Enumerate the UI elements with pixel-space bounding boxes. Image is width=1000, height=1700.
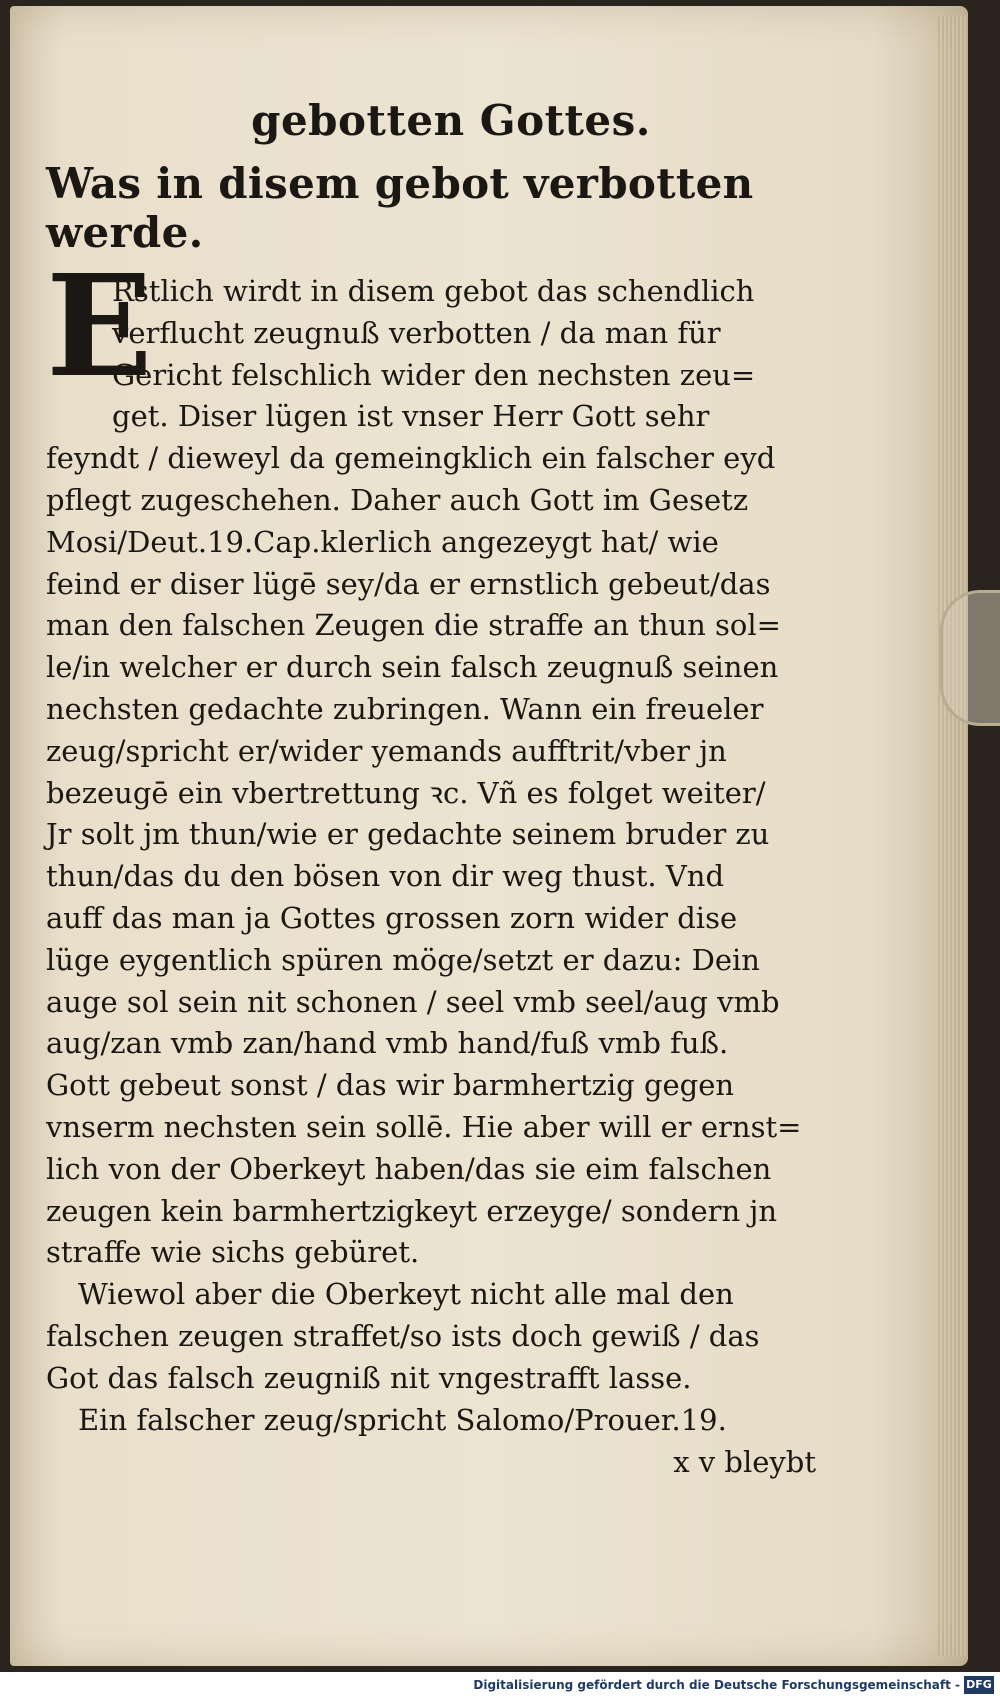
text-line: zeug/spricht er/wider yemands aufftrit/vber jn	[46, 733, 727, 768]
text-line: straffe wie sichs gebüret.	[46, 1235, 420, 1270]
body-text	[46, 245, 816, 1483]
page-edges	[938, 16, 968, 1656]
drop-cap: E	[46, 245, 153, 409]
digitization-footer	[0, 1672, 1000, 1700]
text-line: Got das falsch zeugniß nit vngestrafft lasse.	[46, 1360, 692, 1395]
text-line: aug/zan vmb zan/hand vmb hand/fuß vmb fuß.	[46, 1026, 729, 1061]
text-line: get. Diser lügen ist vnser Herr Gott sehr	[112, 399, 710, 434]
clasp-loop	[940, 590, 1000, 726]
section-heading: Was in disem gebot verbotten werde.	[46, 159, 754, 257]
text-line: Ein falscher zeug/spricht Salomo/Prouer.19.	[78, 1402, 727, 1437]
text-line: lich von der Oberkeyt haben/das sie eim falschen	[46, 1151, 772, 1186]
catchword: x v bleybt	[673, 1445, 816, 1480]
funding-credit: Digitalisierung gefördert durch die Deutsche Forschungsgemeinschaft -	[473, 1678, 960, 1692]
text-line: man den falschen Zeugen die straffe an thun sol=	[46, 608, 781, 643]
text-line: Wiewol aber die Oberkeyt nicht alle mal den	[78, 1277, 734, 1312]
text-line: Mosi/Deut.19.Cap.klerlich angezeygt hat/ wie	[46, 524, 719, 559]
text-line: vnserm nechsten sein sollē. Hie aber will er ernst=	[46, 1109, 802, 1144]
text-line: nechsten gedachte zubringen. Wann ein freueler	[46, 691, 764, 726]
text-line: feind er diser lügē sey/da er ernstlich gebeut/das	[46, 566, 771, 601]
text-line: feyndt / dieweyl da gemeingklich ein falscher eyd	[46, 441, 776, 476]
running-head: gebotten Gottes.	[251, 96, 651, 145]
text-line: falschen zeugen straffet/so ists doch gewiß / das	[46, 1318, 760, 1353]
text-line: Jr solt jm thun/wie er gedachte seinem bruder zu	[46, 817, 770, 852]
text-line: lüge eygentlich spüren möge/setzt er dazu: Dein	[46, 942, 760, 977]
text-block	[46, 96, 816, 1483]
text-line: auff das man ja Gottes grossen zorn wider dise	[46, 900, 738, 935]
text-line: bezeugē ein vbertrettung ꝛc. Vñ es folget weiter/	[46, 775, 766, 810]
text-line: Gott gebeut sonst / das wir barmhertzig gegen	[46, 1068, 735, 1103]
text-line: zeugen kein barmhertzigkeyt erzeyge/ sondern jn	[46, 1193, 778, 1228]
text-line: thun/das du den bösen von dir weg thust. Vnd	[46, 859, 725, 894]
book-page	[10, 6, 968, 1666]
text-line: verflucht zeugnuß verbotten / da man für	[112, 315, 721, 350]
dfg-logo: DFG	[964, 1676, 994, 1694]
text-line: Rstlich wirdt in disem gebot das schendlich	[112, 274, 755, 308]
text-line: auge sol sein nit schonen / seel vmb seel/aug vmb	[46, 984, 780, 1019]
text-line: pflegt zugeschehen. Daher auch Gott im Gesetz	[46, 482, 749, 517]
text-line: Gericht felschlich wider den nechsten zeu=	[112, 357, 756, 392]
text-line: le/in welcher er durch sein falsch zeugnuß seinen	[46, 650, 779, 685]
